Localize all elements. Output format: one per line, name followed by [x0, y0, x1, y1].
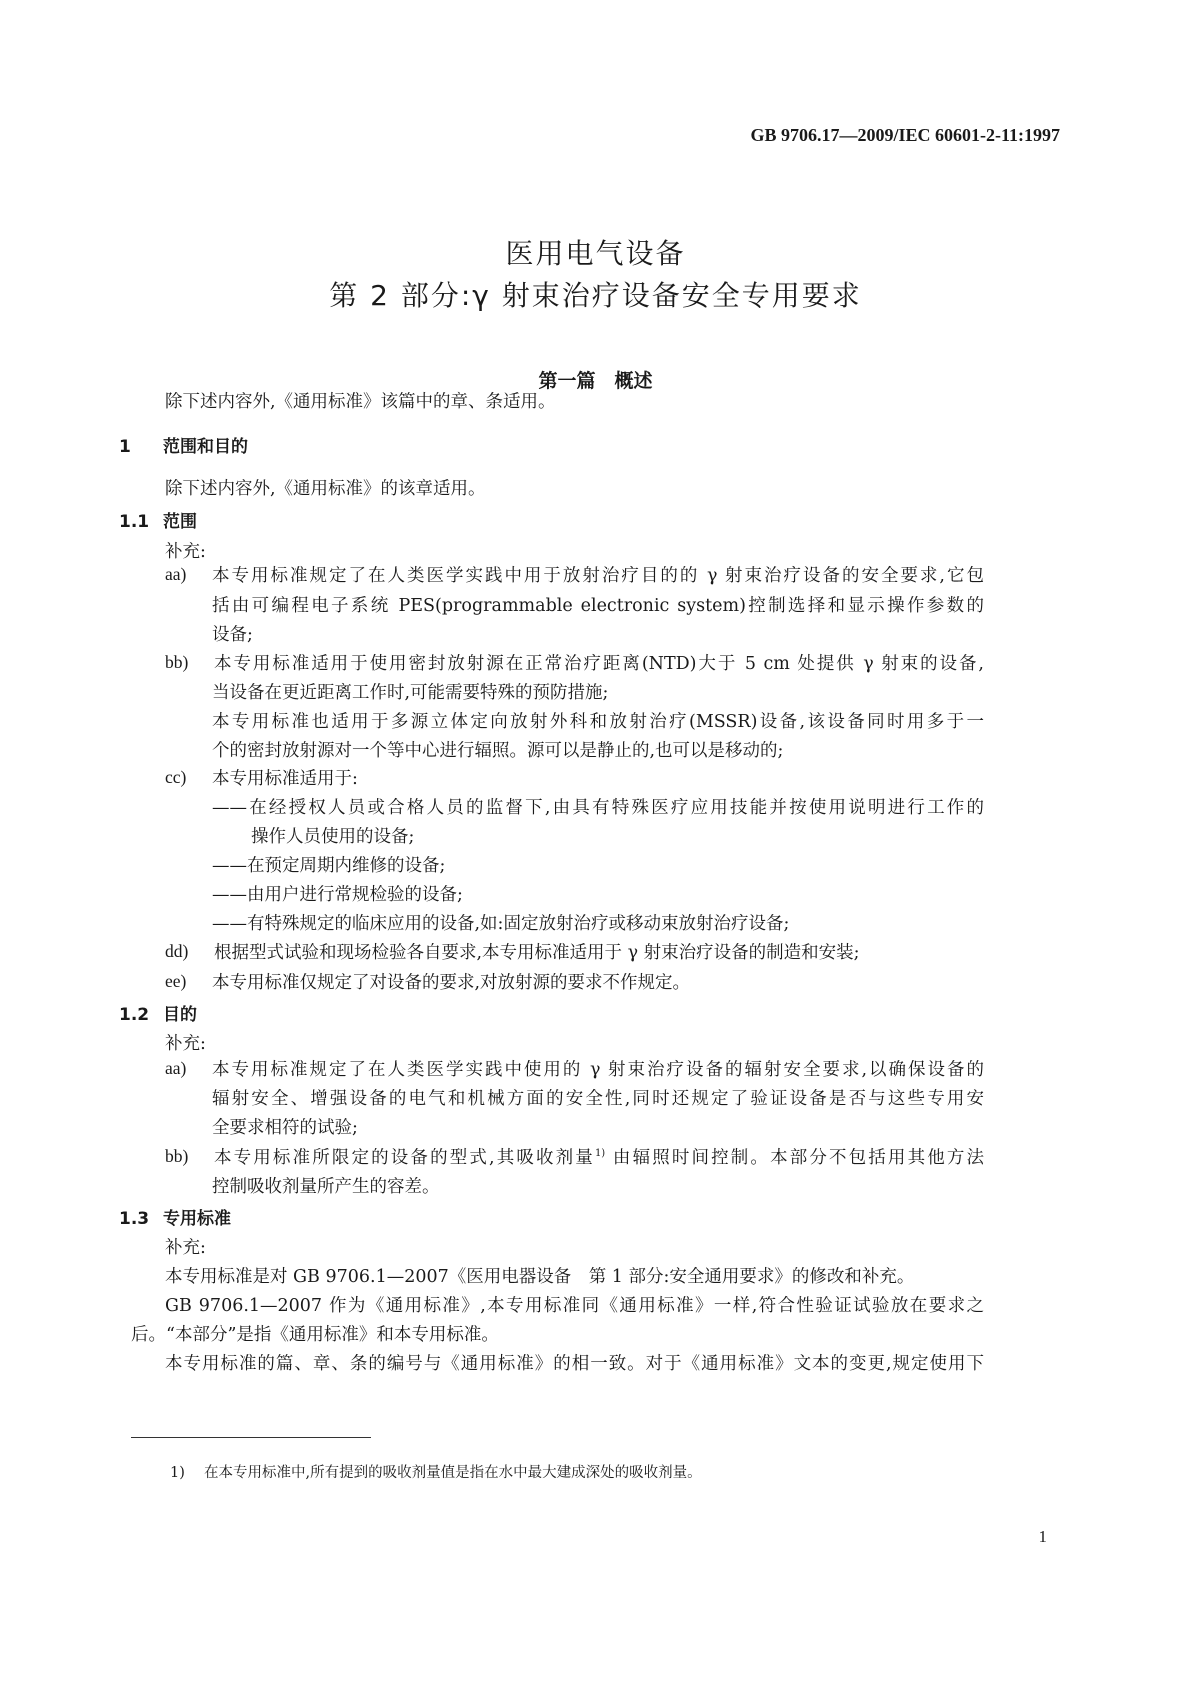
- part-intro: 除下述内容外,《通用标准》该篇中的章、条适用。: [165, 392, 556, 412]
- item-label: bb): [165, 652, 189, 672]
- section-number: 1.3: [119, 1209, 150, 1229]
- section-title: 目的: [163, 1005, 197, 1025]
- paragraph-line: 后。“本部分”是指《通用标准》和本专用标准。: [131, 1325, 499, 1345]
- paragraph-line: 本专用标准适用于:: [212, 769, 358, 789]
- paragraph-line: 全要求相符的试验;: [212, 1118, 358, 1138]
- item-label: dd): [165, 941, 189, 961]
- dash-item: ——有特殊规定的临床应用的设备,如:固定放射治疗或移动束放射治疗设备;: [212, 914, 790, 934]
- section-number: 1: [119, 437, 131, 457]
- section-1-heading: [119, 432, 248, 457]
- supplement-label: 补充:: [165, 542, 206, 562]
- paragraph-line: 本专用标准是对 GB 9706.1—2007《医用电器设备 第 1 部分:安全通用要求》的修改和补充。: [165, 1267, 915, 1287]
- supplement-label: 补充:: [165, 1034, 206, 1054]
- item-label: bb): [165, 1146, 189, 1166]
- section-1-2-heading: [119, 1000, 197, 1025]
- footnote-text: 在本专用标准中,所有提到的吸收剂量值是指在水中最大建成深处的吸收剂量。: [204, 1465, 702, 1481]
- section-1-intro: 除下述内容外,《通用标准》的该章适用。: [165, 479, 486, 499]
- item-label: cc): [165, 767, 187, 787]
- supplement-label: 补充:: [165, 1238, 206, 1258]
- paragraph-line: 本专用标准所限定的设备的型式,其吸收剂量$^{1)}$ 由辐照时间控制。本部分不包括用其他方法: [214, 1148, 985, 1168]
- section-number: 1.2: [119, 1005, 150, 1025]
- item-label: ee): [165, 971, 187, 991]
- dash-item: ——在经授权人员或合格人员的监督下,由具有特殊医疗应用技能并按使用说明进行工作的: [212, 798, 984, 818]
- paragraph-line: 本专用标准规定了在人类医学实践中使用的 γ 射束治疗设备的辐射安全要求,以确保设备的: [212, 1060, 984, 1080]
- section-title: 范围和目的: [163, 437, 248, 457]
- paragraph-line: GB 9706.1—2007 作为《通用标准》,本专用标准同《通用标准》一样,符合性验证试验放在要求之: [165, 1296, 984, 1316]
- part-heading: 第一篇 概述: [538, 370, 653, 392]
- item-label: aa): [165, 1058, 187, 1078]
- paragraph-line: 设备;: [212, 625, 253, 645]
- section-title: 范围: [163, 512, 197, 532]
- footnote-mark: 1): [170, 1465, 185, 1481]
- dash-item: ——在预定周期内维修的设备;: [212, 856, 446, 876]
- paragraph-line: 辐射安全、增强设备的电气和机械方面的安全性,同时还规定了验证设备是否与这些专用安: [212, 1089, 984, 1109]
- paragraph-line: 当设备在更近距离工作时,可能需要特殊的预防措施;: [212, 683, 609, 703]
- section-number: 1.1: [119, 512, 150, 532]
- footnote: [170, 1461, 702, 1482]
- paragraph-line: 控制吸收剂量所产生的容差。: [212, 1177, 440, 1197]
- dash-item: ——由用户进行常规检验的设备;: [212, 885, 463, 905]
- title-line-2: 第 2 部分:γ 射束治疗设备安全专用要求: [329, 279, 862, 312]
- footnote-divider: [131, 1437, 371, 1438]
- paragraph-line: 个的密封放射源对一个等中心进行辐照。源可以是静止的,也可以是移动的;: [212, 741, 784, 761]
- footnote-ref: 1): [594, 1148, 606, 1160]
- paragraph-line: 操作人员使用的设备;: [251, 827, 415, 847]
- paragraph-line: 本专用标准也适用于多源立体定向放射外科和放射治疗(MSSR)设备,该设备同时用多于一: [212, 712, 984, 732]
- section-1-1-heading: [119, 507, 197, 532]
- section-title: 专用标准: [163, 1209, 231, 1229]
- paragraph-line: 本专用标准的篇、章、条的编号与《通用标准》的相一致。对于《通用标准》文本的变更,规定使用下: [165, 1354, 984, 1374]
- page-number: 1: [1038, 1527, 1047, 1546]
- paragraph-line: 括由可编程电子系统 PES(programmable electronic system)控制选择和显示操作参数的: [212, 596, 984, 616]
- paragraph-line: 本专用标准规定了在人类医学实践中用于放射治疗目的的 γ 射束治疗设备的安全要求,它包: [212, 566, 984, 586]
- section-1-3-heading: [119, 1204, 231, 1229]
- title-line-1: 医用电气设备: [505, 237, 686, 270]
- standard-id: GB 9706.17—2009/IEC 60601-2-11:1997: [750, 125, 1060, 145]
- paragraph-line: 本专用标准仅规定了对设备的要求,对放射源的要求不作规定。: [212, 973, 691, 993]
- paragraph-line: 本专用标准适用于使用密封放射源在正常治疗距离(NTD)大于 5 cm 处提供 γ 射束的设备,: [214, 654, 984, 674]
- paragraph-line: 根据型式试验和现场检验各自要求,本专用标准适用于 γ 射束治疗设备的制造和安装;: [214, 943, 860, 963]
- item-label: aa): [165, 564, 187, 584]
